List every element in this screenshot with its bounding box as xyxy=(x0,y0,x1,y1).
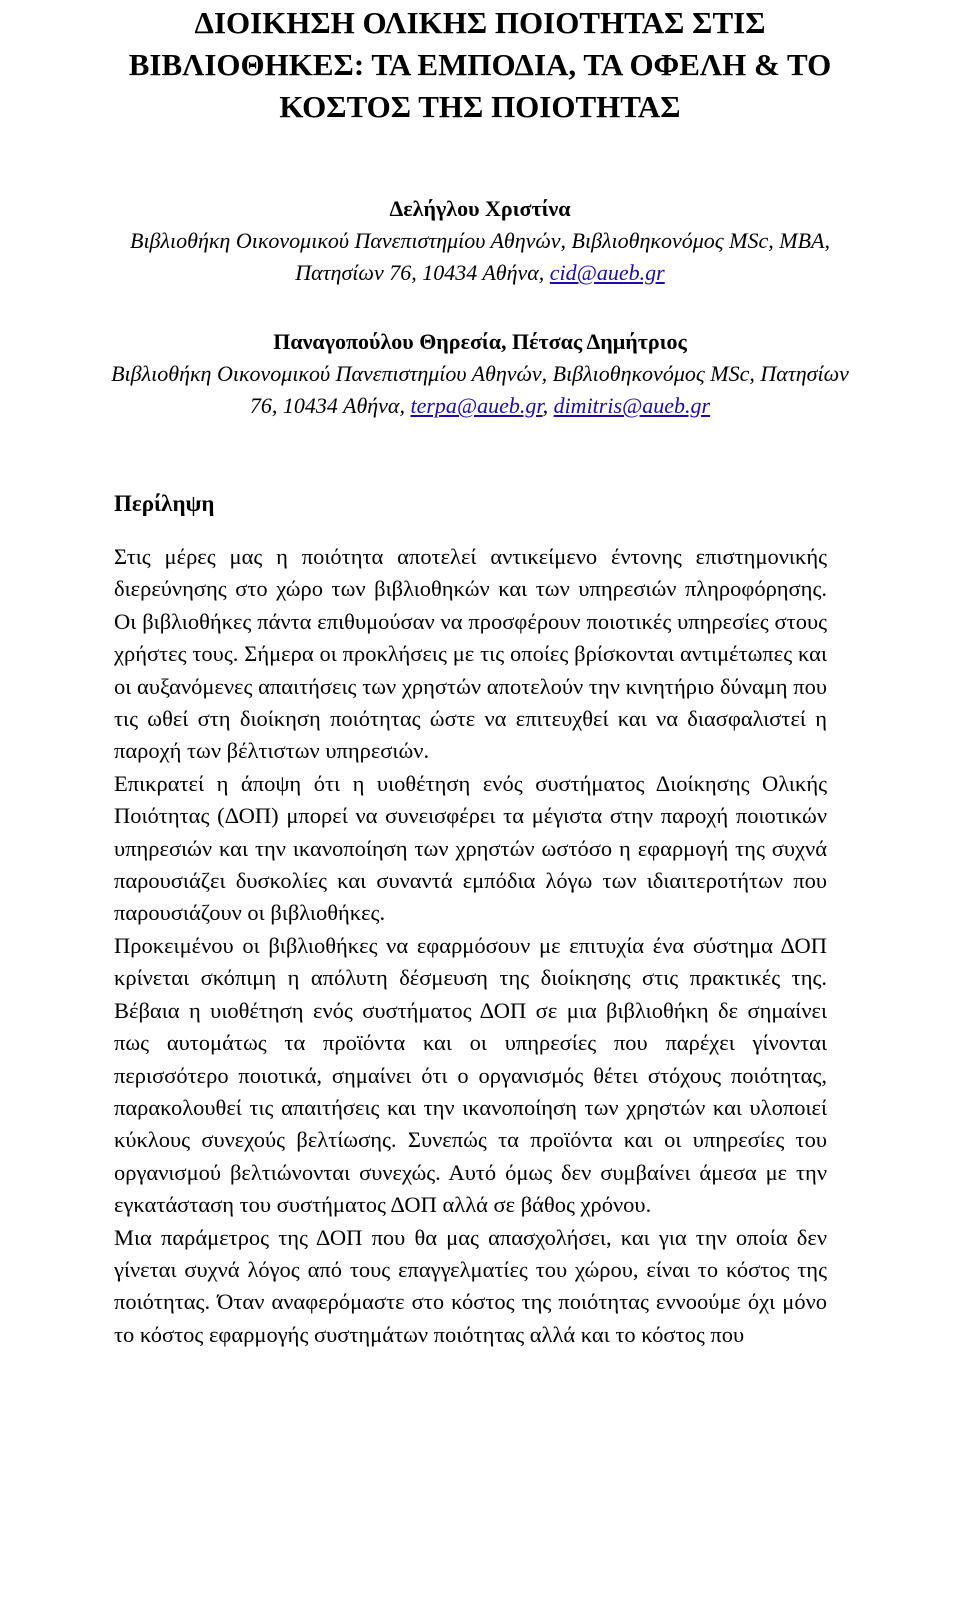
address-text: 76, 10434 Αθήνα, xyxy=(249,393,411,418)
title-line-3: ΚΟΣΤΟΣ ΤΗΣ ΠΟΙΟΤΗΤΑΣ xyxy=(279,89,681,124)
affiliation-line-1: Βιβλιοθήκη Οικονομικού Πανεπιστημίου Αθηνών, Βιβλιοθηκονόμος MSc, MBA, xyxy=(130,228,830,253)
email-link-1[interactable]: terpa@aueb.gr xyxy=(410,393,543,418)
abstract-paragraph: Επικρατεί η άποψη ότι η υιοθέτηση ενός συστήματος Διοίκησης Ολικής Ποιότητας (ΔΟΠ) μπορεί να συνεισφέρει τα μέγιστα στην παροχή ποιοτικών υπηρεσιών και την ικανοποίηση των χρηστών ωστόσο η εφαρμογή της συχνά παρουσιάζει δυσκολίες και συναντά εμπόδια λόγω των ιδιαιτεροτήτων που παρουσιάζουν οι βιβλιοθήκες. xyxy=(114,770,827,926)
author-block-2 xyxy=(0,326,960,422)
author-block-1 xyxy=(0,193,960,289)
abstract-heading: Περίληψη xyxy=(114,491,215,516)
email-link-2[interactable]: dimitris@aueb.gr xyxy=(553,393,711,418)
email-separator: , xyxy=(542,393,554,418)
author-affiliation xyxy=(0,358,960,390)
paper-title xyxy=(20,2,940,128)
email-link[interactable]: cid@aueb.gr xyxy=(549,260,665,285)
author-names: Παναγοπούλου Θηρεσία, Πέτσας Δημήτριος xyxy=(273,329,687,354)
affiliation-line-1: Βιβλιοθήκη Οικονομικού Πανεπιστημίου Αθηνών, Βιβλιοθηκονόμος MSc, Πατησίων xyxy=(111,361,849,386)
author-address xyxy=(0,390,960,422)
abstract-paragraph: Προκειμένου οι βιβλιοθήκες να εφαρμόσουν με επιτυχία ένα σύστημα ΔΟΠ κρίνεται σκόπιμη η απόλυτη δέσμευση της διοίκησης στις πρακτικές της. Βέβαια η υιοθέτηση ενός συστήματος ΔΟΠ σε μια βιβλιοθήκη δε σημαίνει πως αυτομάτως τα προϊόντα και οι υπηρεσίες που παρέχει γίνονται περισσότερο ποιοτικά, σημαίνει ότι ο οργανισμός θέτει στόχους ποιότητας, παρακολουθεί τις απαιτήσεις και την ικανοποίηση των χρηστών και υλοποιεί κύκλους συνεχούς βελτίωσης. Συνεπώς τα προϊόντα και οι υπηρεσίες του οργανισμού βελτιώνονται συνεχώς. Αυτό όμως δεν συμβαίνει άμεσα με την εγκατάσταση του συστήματος ΔΟΠ αλλά σε βάθος χρόνου. xyxy=(114,932,827,1218)
abstract-paragraph: Μια παράμετρος της ΔΟΠ που θα μας απασχολήσει, και για την οποία δεν γίνεται συχνά λόγος από τους επαγγελματίες του χώρου, είναι το κόστος της ποιότητας. Όταν αναφερόμαστε στο κόστος της ποιότητας εννοούμε όχι μόνο το κόστος εφαρμογής συστημάτων ποιότητας αλλά και το κόστος που xyxy=(114,1224,827,1347)
title-line-1: ΔΙΟΙΚΗΣΗ ΟΛΙΚΗΣ ΠΟΙΟΤΗΤΑΣ ΣΤΙΣ xyxy=(194,5,766,40)
author-address xyxy=(0,257,960,289)
title-line-2: ΒΙΒΛΙΟΘΗΚΕΣ: ΤΑ ΕΜΠΟΔΙΑ, ΤΑ ΟΦΕΛΗ & ΤΟ xyxy=(128,47,832,82)
abstract-paragraph: Στις μέρες μας η ποιότητα αποτελεί αντικείμενο έντονης επιστημονικής διερεύνησης στο χώρο των βιβλιοθηκών και των υπηρεσιών πληροφόρησης. Οι βιβλιοθήκες πάντα επιθυμούσαν να προσφέρουν ποιοτικές υπηρεσίες στους χρήστες τους. Σήμερα οι προκλήσεις με τις οποίες βρίσκονται αντιμέτωπες και οι αυξανόμενες απαιτήσεις των χρηστών αποτελούν την κινητήριο δύναμη που τις ωθεί στη διοίκηση ποιότητας ώστε να επιτευχθεί και να διασφαλιστεί η παροχή των βέλτιστων υπηρεσιών. xyxy=(114,544,827,764)
address-text: Πατησίων 76, 10434 Αθήνα, xyxy=(295,260,550,285)
author-affiliation xyxy=(0,225,960,257)
author-name: Δελήγλου Χριστίνα xyxy=(389,196,571,221)
abstract-body xyxy=(114,541,827,1351)
